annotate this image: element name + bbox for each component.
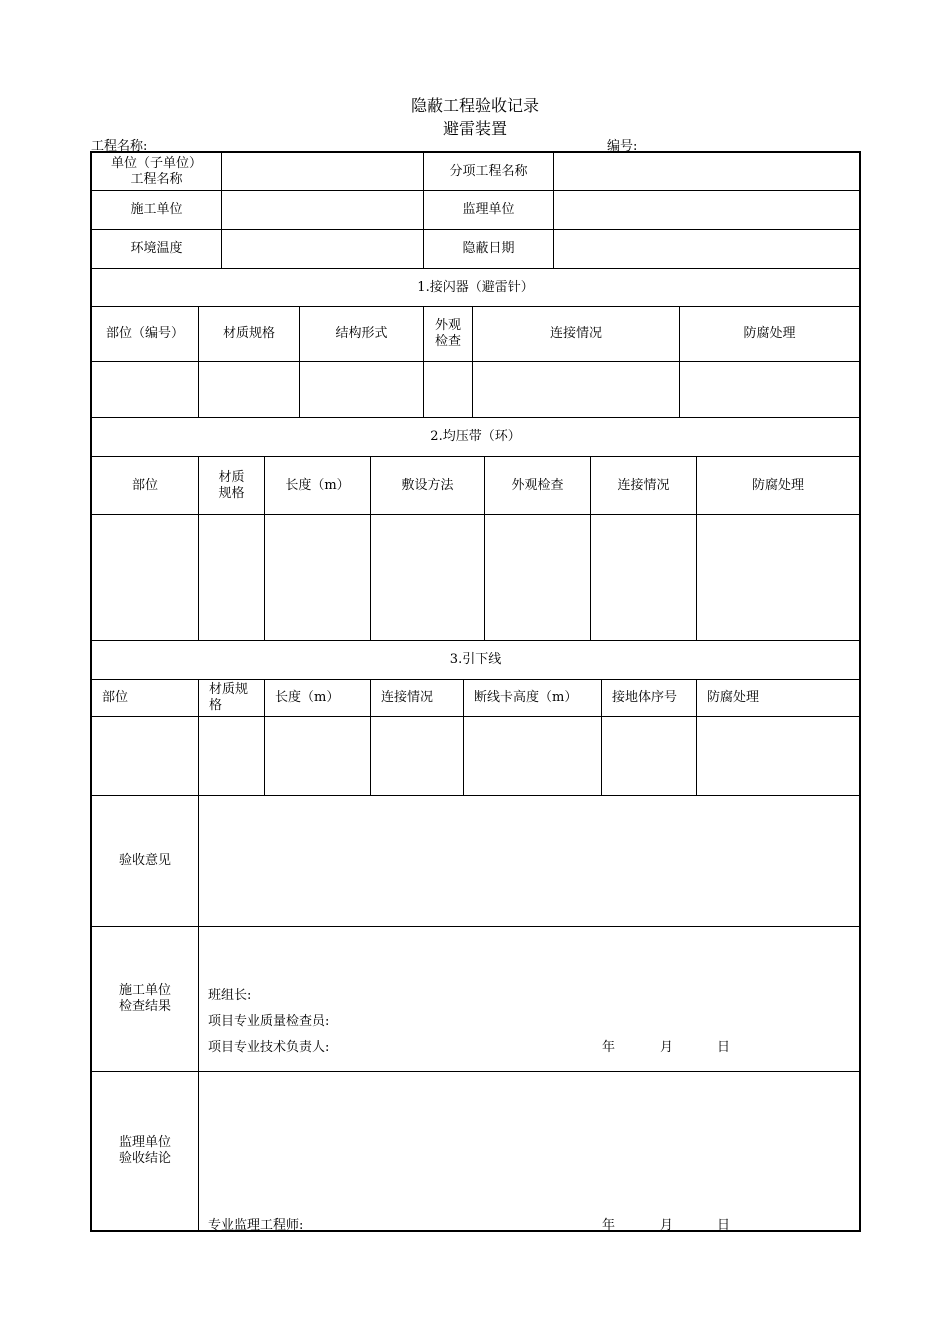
construction-result-label: 施工单位 检查结果 — [118, 983, 171, 1014]
form-table — [90, 151, 861, 1232]
section3-title: 3.引下线 — [449, 652, 502, 667]
year-label: 年 — [602, 1040, 616, 1055]
s3-header-length: 长度（m） — [275, 690, 340, 705]
construction-unit-label: 施工单位 — [130, 202, 183, 217]
ambient-temperature-label: 环境温度 — [130, 241, 183, 256]
quality-inspector-label: 项目专业质量检查员: — [208, 1014, 330, 1029]
unit-name-label: 单位（子单位） 工程名称 — [110, 155, 202, 187]
concealment-date-label: 隐蔽日期 — [462, 241, 515, 256]
s2-header-connection: 连接情况 — [617, 477, 670, 493]
s2-header-location: 部位 — [131, 477, 158, 493]
s3-header-ground-no: 接地体序号 — [612, 690, 678, 705]
section2-title: 2.均压带（环） — [430, 429, 521, 444]
s1-header-appearance: 外观 检查 — [434, 318, 461, 349]
supervision-conclusion-label: 监理单位 验收结论 — [118, 1135, 171, 1166]
ambient-temperature-value[interactable] — [222, 230, 423, 268]
s2-header-length: 长度（m） — [285, 477, 350, 493]
acceptance-opinion-value[interactable] — [199, 796, 859, 926]
acceptance-opinion-label: 验收意见 — [118, 853, 171, 868]
concealment-date-value[interactable] — [554, 230, 859, 268]
s3-header-connection: 连接情况 — [381, 690, 434, 705]
team-leader-label: 班组长: — [208, 988, 252, 1003]
year-label: 年 — [602, 1218, 616, 1233]
supervision-unit-value[interactable] — [554, 191, 859, 229]
supervision-unit-label: 监理单位 — [462, 202, 515, 217]
s1-header-structure: 结构形式 — [335, 326, 388, 341]
unit-name-value[interactable] — [222, 153, 423, 190]
s2-header-material: 材质 规格 — [218, 469, 245, 501]
month-label: 月 — [660, 1040, 674, 1055]
form-title: 隐蔽工程验收记录 — [410, 96, 539, 115]
number-label: 编号: — [607, 139, 638, 154]
s3-header-material: 材质规 格 — [209, 682, 249, 713]
s3-header-location: 部位 — [102, 690, 129, 705]
s2-header-anticorrosion: 防腐处理 — [751, 477, 804, 493]
s1-header-connection: 连接情况 — [549, 326, 602, 341]
s2-header-laying: 敷设方法 — [401, 477, 454, 493]
day-label: 日 — [717, 1218, 731, 1233]
s3-header-anticorrosion: 防腐处理 — [707, 690, 760, 705]
s3-header-clamp-height: 断线卡高度（m） — [474, 690, 578, 705]
s2-header-appearance: 外观检查 — [511, 477, 564, 493]
form-subtitle: 避雷装置 — [442, 119, 507, 138]
month-label: 月 — [660, 1218, 674, 1233]
s1-header-location: 部位（编号） — [105, 326, 184, 341]
construction-unit-value[interactable] — [222, 191, 423, 229]
section1-title: 1.接闪器（避雷针） — [417, 279, 534, 295]
sub-project-name-label: 分项工程名称 — [449, 163, 528, 179]
day-label: 日 — [717, 1040, 731, 1055]
tech-leader-label: 项目专业技术负责人: — [208, 1040, 330, 1055]
project-name-label: 工程名称: — [91, 139, 148, 154]
supervisor-engineer-label: 专业监理工程师: — [208, 1218, 304, 1233]
sub-project-name-value[interactable] — [554, 153, 859, 190]
s1-header-anticorrosion: 防腐处理 — [743, 326, 796, 341]
s1-header-material: 材质规格 — [222, 326, 275, 341]
